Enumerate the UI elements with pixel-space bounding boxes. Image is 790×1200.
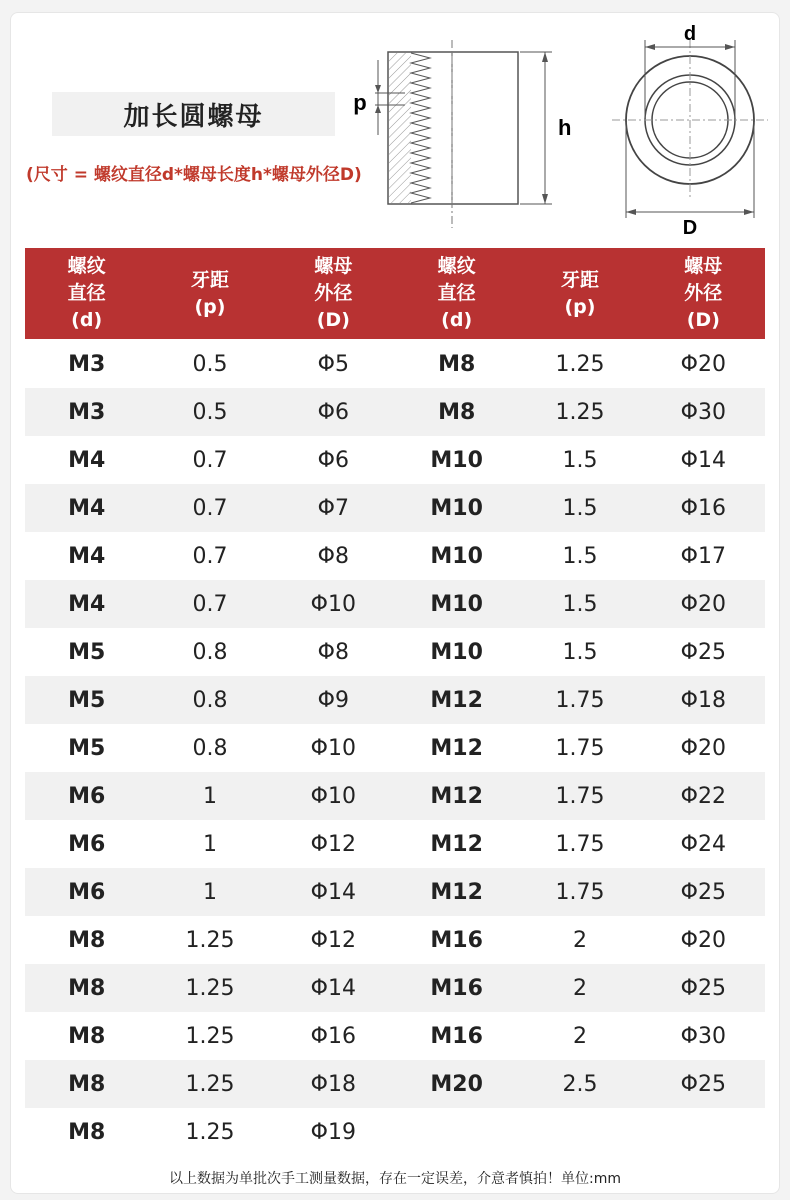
pitch-cell: 1.75 — [555, 783, 605, 809]
pitch-cell: 2 — [572, 975, 587, 1001]
outer-diameter-cell: Φ14 — [310, 879, 356, 905]
pitch-cell: 1.5 — [562, 543, 598, 569]
thread-diameter-cell: M8 — [68, 975, 106, 1001]
pitch-cell: 0.8 — [192, 687, 228, 713]
pitch-cell: 0.7 — [192, 591, 228, 617]
table-row — [395, 820, 765, 868]
outer-diameter-cell: Φ9 — [317, 687, 349, 713]
table-row — [25, 724, 395, 772]
table-row — [25, 1012, 395, 1060]
pitch-label: p — [353, 90, 367, 115]
outer-diameter-cell: Φ30 — [680, 1023, 726, 1049]
table-row — [395, 772, 765, 820]
thread-diameter-cell: M5 — [68, 735, 106, 761]
column-header-line: (D) — [316, 309, 350, 331]
pitch-cell: 0.7 — [192, 447, 228, 473]
column-header-line: (p) — [194, 295, 226, 318]
outer-diameter-cell: Φ8 — [317, 639, 349, 665]
size-format-note: (尺寸 = 螺纹直径d*螺母长度h*螺母外径D) — [26, 165, 362, 185]
thread-diameter-cell: M6 — [68, 831, 106, 857]
table-row — [395, 628, 765, 676]
inner-diameter-label: d — [683, 23, 697, 45]
outer-diameter-cell: Φ20 — [680, 927, 726, 953]
column-header-line: (d) — [441, 309, 473, 331]
column-header-line: 牙距 — [190, 268, 229, 291]
column-header-line: 螺纹 — [437, 255, 476, 277]
outer-diameter-cell: Φ25 — [680, 1071, 726, 1097]
table-row — [25, 1108, 395, 1156]
pitch-cell: 1 — [202, 783, 217, 809]
thread-diameter-cell: M4 — [68, 591, 106, 617]
column-header-line: (D) — [686, 309, 720, 331]
outer-diameter-cell: Φ20 — [680, 591, 726, 617]
table-row — [25, 676, 395, 724]
thread-diameter-cell: M8 — [68, 1023, 106, 1049]
column-header — [148, 248, 271, 339]
nut-diagram — [0, 0, 790, 245]
column-header-line: 螺纹 — [67, 255, 106, 277]
table-row — [25, 340, 395, 388]
pitch-cell: 1.75 — [555, 879, 605, 905]
outer-diameter-cell: Φ25 — [680, 975, 726, 1001]
table-row — [395, 868, 765, 916]
spec-table-right — [395, 340, 765, 1108]
pitch-cell: 1.25 — [185, 1071, 235, 1097]
outer-diameter-cell: Φ12 — [310, 831, 356, 857]
pitch-cell: 1 — [202, 831, 217, 857]
outer-diameter-cell: Φ5 — [317, 351, 349, 377]
table-row — [395, 580, 765, 628]
table-row — [395, 1060, 765, 1108]
spec-table-left — [25, 340, 395, 1156]
outer-diameter-cell: Φ6 — [317, 399, 349, 425]
column-header — [518, 248, 641, 339]
measurement-disclaimer: 以上数据为单批次手工测量数据，存在一定误差，介意者慎拍！单位:mm — [169, 1171, 621, 1187]
outer-diameter-cell: Φ10 — [310, 735, 356, 761]
column-header — [395, 248, 518, 339]
outer-diameter-cell: Φ14 — [310, 975, 356, 1001]
table-row — [395, 484, 765, 532]
outer-diameter-cell: Φ16 — [310, 1023, 356, 1049]
outer-diameter-cell: Φ17 — [680, 543, 726, 569]
thread-diameter-cell: M10 — [430, 639, 483, 665]
outer-diameter-cell: Φ24 — [680, 831, 726, 857]
outer-diameter-cell: Φ18 — [310, 1071, 356, 1097]
outer-diameter-cell: Φ25 — [680, 639, 726, 665]
thread-diameter-cell: M6 — [68, 783, 106, 809]
thread-diameter-cell: M8 — [438, 399, 476, 425]
column-header-line: 外径 — [314, 282, 353, 304]
pitch-cell: 1.75 — [555, 687, 605, 713]
thread-diameter-cell: M10 — [430, 447, 483, 473]
pitch-cell: 0.5 — [192, 351, 228, 377]
outer-diameter-cell: Φ30 — [680, 399, 726, 425]
thread-diameter-cell: M10 — [430, 495, 483, 521]
thread-diameter-cell: M12 — [430, 831, 483, 857]
pitch-cell: 1.25 — [185, 927, 235, 953]
table-row — [395, 436, 765, 484]
outer-diameter-cell: Φ20 — [680, 351, 726, 377]
thread-diameter-cell: M12 — [430, 879, 483, 905]
pitch-cell: 2 — [572, 927, 587, 953]
table-row — [395, 724, 765, 772]
table-header — [25, 248, 765, 339]
outer-diameter-cell: Φ20 — [680, 735, 726, 761]
column-header-line: 螺母 — [684, 255, 723, 277]
thread-diameter-cell: M6 — [68, 879, 106, 905]
table-row — [25, 964, 395, 1012]
height-label: h — [558, 115, 572, 140]
outer-diameter-cell: Φ10 — [310, 783, 356, 809]
outer-diameter-cell: Φ25 — [680, 879, 726, 905]
pitch-cell: 1.25 — [185, 1119, 235, 1145]
table-row — [25, 820, 395, 868]
table-row — [25, 580, 395, 628]
thread-diameter-cell: M12 — [430, 735, 483, 761]
pitch-cell: 0.7 — [192, 495, 228, 521]
thread-diameter-cell: M16 — [430, 927, 483, 953]
pitch-cell: 0.8 — [192, 735, 228, 761]
table-row — [395, 388, 765, 436]
column-header-line: 外径 — [684, 282, 723, 304]
pitch-cell: 2 — [572, 1023, 587, 1049]
column-header — [642, 248, 765, 339]
thread-diameter-cell: M4 — [68, 447, 106, 473]
outer-diameter-cell: Φ19 — [310, 1119, 356, 1145]
thread-diameter-cell: M4 — [68, 543, 106, 569]
pitch-cell: 1.5 — [562, 639, 598, 665]
table-row — [25, 1060, 395, 1108]
thread-diameter-cell: M10 — [430, 591, 483, 617]
column-header-line: 螺母 — [314, 255, 353, 277]
pitch-cell: 2.5 — [562, 1071, 598, 1097]
table-row — [395, 964, 765, 1012]
pitch-cell: 1.5 — [562, 591, 598, 617]
pitch-cell: 1.5 — [562, 447, 598, 473]
outer-diameter-cell: Φ10 — [310, 591, 356, 617]
thread-diameter-cell: M5 — [68, 687, 106, 713]
outer-diameter-cell: Φ22 — [680, 783, 726, 809]
thread-diameter-cell: M3 — [68, 399, 106, 425]
thread-diameter-cell: M8 — [68, 1071, 106, 1097]
table-row — [25, 532, 395, 580]
pitch-cell: 1.25 — [555, 399, 605, 425]
outer-diameter-cell: Φ14 — [680, 447, 726, 473]
thread-diameter-cell: M10 — [430, 543, 483, 569]
pitch-cell: 1.25 — [185, 1023, 235, 1049]
thread-diameter-cell: M3 — [68, 351, 106, 377]
table-row — [25, 628, 395, 676]
thread-diameter-cell: M20 — [430, 1071, 483, 1097]
pitch-cell: 1.5 — [562, 495, 598, 521]
outer-diameter-cell: Φ7 — [317, 495, 349, 521]
thread-diameter-cell: M12 — [430, 783, 483, 809]
column-header — [25, 248, 148, 339]
thread-diameter-cell: M8 — [68, 1119, 106, 1145]
outer-diameter-cell: Φ12 — [310, 927, 356, 953]
column-header-line: (p) — [564, 295, 596, 318]
thread-diameter-cell: M16 — [430, 1023, 483, 1049]
pitch-cell: 0.7 — [192, 543, 228, 569]
pitch-cell: 1.25 — [555, 351, 605, 377]
column-header-line: 牙距 — [560, 268, 599, 291]
thread-diameter-cell: M12 — [430, 687, 483, 713]
table-row — [25, 436, 395, 484]
pitch-cell: 1.25 — [185, 975, 235, 1001]
thread-diameter-cell: M5 — [68, 639, 106, 665]
table-row — [395, 532, 765, 580]
column-header-line: (d) — [71, 309, 103, 331]
outer-diameter-label: D — [682, 217, 698, 239]
pitch-cell: 0.8 — [192, 639, 228, 665]
end-view — [612, 40, 768, 218]
thread-diameter-cell: M8 — [68, 927, 106, 953]
column-header-line: 直径 — [437, 282, 476, 304]
table-row — [395, 1012, 765, 1060]
outer-diameter-cell: Φ16 — [680, 495, 726, 521]
thread-diameter-cell: M8 — [438, 351, 476, 377]
pitch-cell: 1.75 — [555, 735, 605, 761]
thread-diameter-cell: M4 — [68, 495, 106, 521]
column-header — [272, 248, 395, 339]
pitch-cell: 1.75 — [555, 831, 605, 857]
product-title: 加长圆螺母 — [52, 92, 335, 136]
table-row — [395, 676, 765, 724]
outer-diameter-cell: Φ8 — [317, 543, 349, 569]
outer-diameter-cell: Φ6 — [317, 447, 349, 473]
table-row — [395, 916, 765, 964]
thread-diameter-cell: M16 — [430, 975, 483, 1001]
table-row — [25, 772, 395, 820]
table-row — [395, 340, 765, 388]
pitch-cell: 0.5 — [192, 399, 228, 425]
side-view — [375, 40, 552, 228]
pitch-cell: 1 — [202, 879, 217, 905]
table-row — [25, 388, 395, 436]
table-row — [25, 484, 395, 532]
table-row — [25, 916, 395, 964]
outer-diameter-cell: Φ18 — [680, 687, 726, 713]
table-row — [25, 868, 395, 916]
column-header-line: 直径 — [67, 282, 106, 304]
